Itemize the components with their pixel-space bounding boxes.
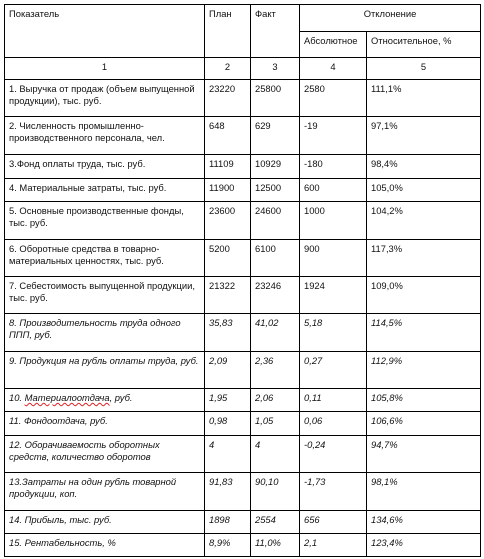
relative-value: 97,1% [367,117,481,155]
fact-value: 6100 [251,240,300,277]
relative-value: 109,0% [367,277,481,314]
relative-value: 117,3% [367,240,481,277]
plan-value: 23600 [205,202,251,240]
absolute-value: 656 [300,511,367,534]
column-numbers-row [5,58,481,80]
plan-value: 91,83 [205,473,251,511]
indicator-name: 2. Численность промышленно-производственного персонала, чел. [5,117,205,155]
fact-value: 10929 [251,155,300,179]
header-relative: Относительное, % [367,32,481,58]
plan-value: 4 [205,436,251,473]
indicators-table [4,4,481,557]
header-row [5,5,481,32]
header-absolute: Абсолютное [300,32,367,58]
relative-value: 105,0% [367,179,481,202]
plan-value: 11900 [205,179,251,202]
indicator-name: 3.Фонд оплаты труда, тыс. руб. [5,155,205,179]
absolute-value: 0,11 [300,389,367,412]
table-row [5,511,481,534]
column-number: 3 [251,58,300,80]
table-row [5,473,481,511]
table-row [5,436,481,473]
indicator-name: 1. Выручка от продаж (объем выпущенной продукции), тыс. руб. [5,80,205,117]
column-number: 5 [367,58,481,80]
indicator-name-prefix: 10. [9,392,25,403]
indicator-name: 13.Затраты на один рубль товарной продукции, коп. [5,473,205,511]
plan-value: 1898 [205,511,251,534]
plan-value: 0,98 [205,412,251,436]
relative-value: 123,4% [367,534,481,557]
fact-value: 2,36 [251,352,300,389]
absolute-value: -180 [300,155,367,179]
absolute-value: 5,18 [300,314,367,352]
fact-value: 23246 [251,277,300,314]
absolute-value: 2,1 [300,534,367,557]
absolute-value: 0,27 [300,352,367,389]
indicator-name [5,389,205,412]
absolute-value: -1,73 [300,473,367,511]
table-row [5,117,481,155]
column-number: 2 [205,58,251,80]
relative-value: 94,7% [367,436,481,473]
absolute-value: 2580 [300,80,367,117]
fact-value: 41,02 [251,314,300,352]
header-fact: Факт [251,5,300,58]
indicator-name: 6. Оборотные средства в товарно-материальных ценностях, тыс. руб. [5,240,205,277]
plan-value: 35,83 [205,314,251,352]
table-row [5,155,481,179]
plan-value: 8,9% [205,534,251,557]
fact-value: 2554 [251,511,300,534]
indicator-name: 14. Прибыль, тыс. руб. [5,511,205,534]
fact-value: 11,0% [251,534,300,557]
header-plan: План [205,5,251,58]
column-number: 4 [300,58,367,80]
relative-value: 134,6% [367,511,481,534]
relative-value: 106,6% [367,412,481,436]
fact-value: 1,05 [251,412,300,436]
plan-value: 11109 [205,155,251,179]
table-row [5,314,481,352]
absolute-value: 1924 [300,277,367,314]
spellcheck-word: Материалоотдача [24,392,110,403]
table-row [5,412,481,436]
relative-value: 98,1% [367,473,481,511]
relative-value: 98,4% [367,155,481,179]
table-row [5,534,481,557]
plan-value: 1,95 [205,389,251,412]
relative-value: 112,9% [367,352,481,389]
fact-value: 629 [251,117,300,155]
table-row [5,389,481,412]
plan-value: 648 [205,117,251,155]
fact-value: 25800 [251,80,300,117]
absolute-value: 1000 [300,202,367,240]
absolute-value: -19 [300,117,367,155]
table-row [5,240,481,277]
plan-value: 21322 [205,277,251,314]
table-row [5,80,481,117]
fact-value: 24600 [251,202,300,240]
table-row [5,179,481,202]
table-row [5,277,481,314]
relative-value: 105,8% [367,389,481,412]
plan-value: 23220 [205,80,251,117]
header-indicator: Показатель [5,5,205,58]
absolute-value: -0,24 [300,436,367,473]
indicator-name: 11. Фондоотдача, руб. [5,412,205,436]
document-page [4,4,480,557]
table-row [5,202,481,240]
indicator-name: 5. Основные производственные фонды, тыс. руб. [5,202,205,240]
relative-value: 111,1% [367,80,481,117]
absolute-value: 0,06 [300,412,367,436]
relative-value: 114,5% [367,314,481,352]
plan-value: 2,09 [205,352,251,389]
fact-value: 12500 [251,179,300,202]
header-deviation: Отклонение [300,5,481,32]
fact-value: 2,06 [251,389,300,412]
indicator-name: 9. Продукция на рубль оплаты труда, руб. [5,352,205,389]
indicator-name: 7. Себестоимость выпущенной продукции, тыс. руб. [5,277,205,314]
absolute-value: 600 [300,179,367,202]
indicator-name: 12. Оборачиваемость оборотных средств, количество оборотов [5,436,205,473]
relative-value: 104,2% [367,202,481,240]
indicator-name: 8. Производительность труда одного ППП, руб. [5,314,205,352]
fact-value: 90,10 [251,473,300,511]
fact-value: 4 [251,436,300,473]
column-number: 1 [5,58,205,80]
table-row [5,352,481,389]
indicator-name: 4. Материальные затраты, тыс. руб. [5,179,205,202]
indicator-name: 15. Рентабельность, % [5,534,205,557]
absolute-value: 900 [300,240,367,277]
indicator-name-suffix: , руб. [109,392,133,403]
plan-value: 5200 [205,240,251,277]
